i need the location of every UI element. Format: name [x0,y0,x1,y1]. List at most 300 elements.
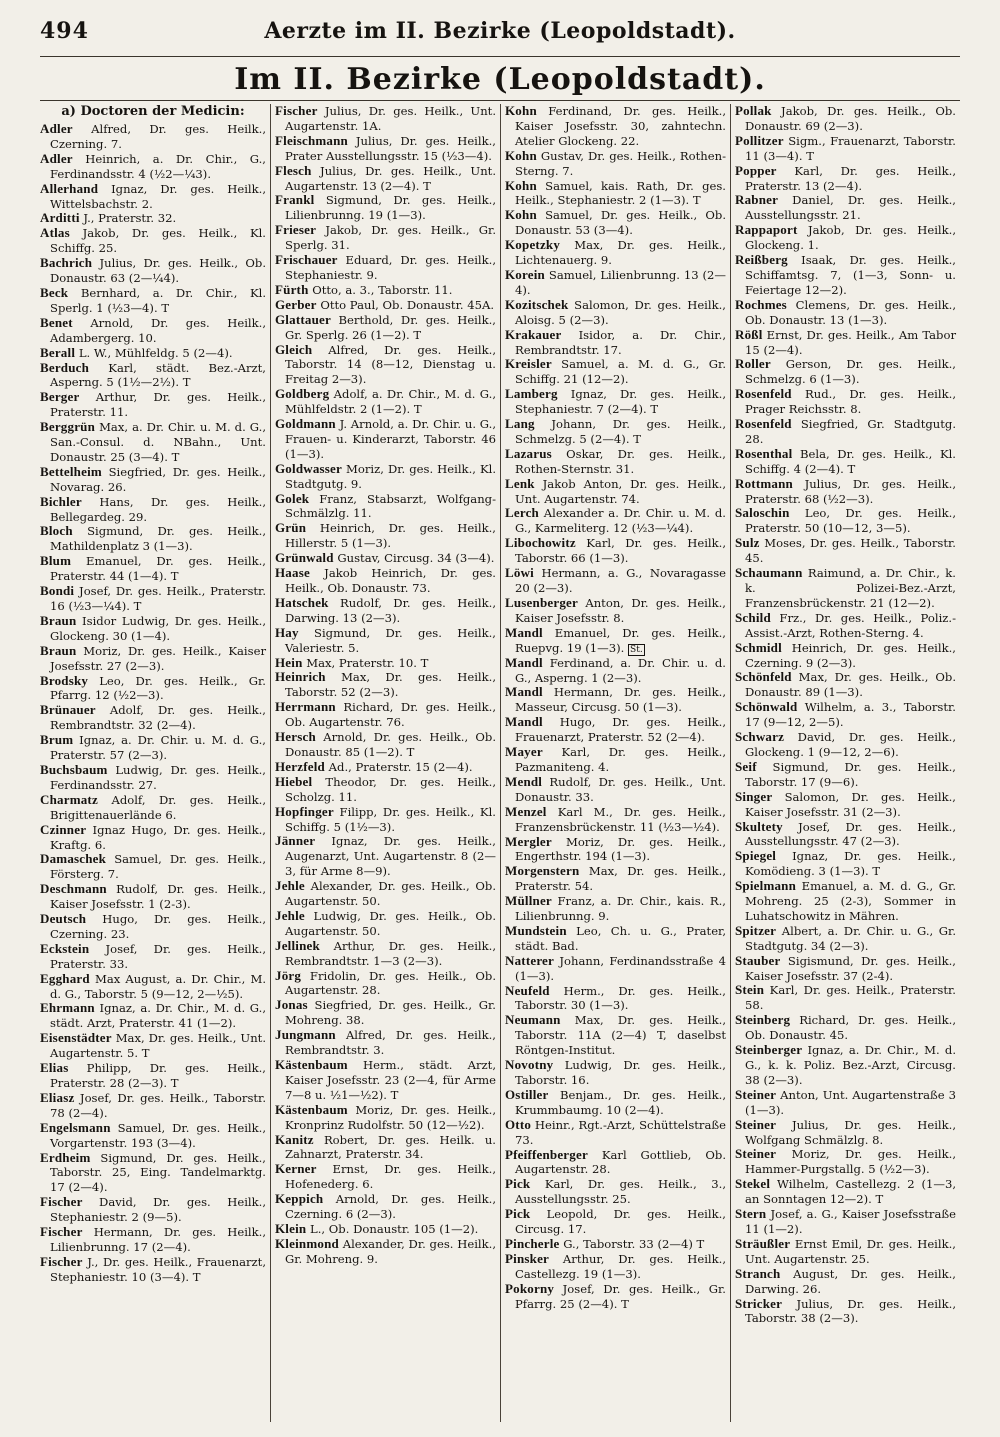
entry-details: Adolf, a. Dr. Chir., M. d. G., Mühlfeldstr. 2 (1—2). T [285,387,497,417]
entry-surname: Mandl [505,624,543,640]
directory-entry [735,104,956,134]
entry-surname: Mendl [505,773,543,789]
section-title: Im II. Bezirke (Leopoldstadt). [234,62,766,97]
entry-details: Ludwig, Dr. ges. Heilk., Ob. Augartenstr. 50. [285,908,497,938]
entry-surname: Hersch [275,729,316,745]
entry-details: Sigmund, Dr. ges. Heilk., Mathildenplatz 3 (1—3). [50,524,266,554]
directory-entry [505,745,726,775]
entry-details: Karl Gottlieb, Ob. Augartenstr. 28. [515,1147,727,1177]
directory-entry [275,223,496,253]
entry-details: Max, Dr. ges. Heilk., Praterstr. 54. [515,864,727,894]
directory-entry [275,939,496,969]
entry-surname: Schild [735,609,771,625]
entry-details: Alexander, Dr. ges. Heilk., Gr. Mohreng. 9. [285,1236,497,1266]
entry-surname: Rosenfeld [735,386,792,402]
entry-details: Jakob, Dr. ges. Heilk., Kl. Schiffg. 25. [50,226,266,256]
entry-surname: Engelsmann [40,1119,111,1135]
directory-entry [505,596,726,626]
directory-entry [505,924,726,954]
entry-details: Sigmund, Dr. ges. Heilk., Valeriestr. 5. [285,625,496,655]
directory-entry [40,1091,266,1121]
entry-surname: Hatschek [275,594,329,610]
entry-details: Karl, Dr. ges. Heilk., Pazmaniteng. 4. [515,745,727,774]
entry-details: Samuel, a. M. d. G., Gr. Schiffg. 21 (12—2). [515,357,726,387]
entry-surname: Berger [40,389,80,405]
entry-surname: Mergler [505,833,552,849]
directory-entry [40,793,266,823]
entry-surname: Rosenfeld [735,416,792,432]
entry-surname: Pollitzer [735,132,784,148]
entry-details: Sigismund, Dr. ges. Heilk., Kaiser Josefsstr. 37 (2-4). [745,953,956,983]
entry-surname: Novotny [505,1057,554,1073]
directory-entry [40,674,266,704]
directory-entry [735,641,956,671]
entry-details: Sigm., Frauenarzt, Taborstr. 11 (3—4). T [745,133,956,163]
entry-surname: Fischer [40,1253,83,1269]
entry-details: Arthur, Dr. ges. Heilk., Rembrandtstr. 1—3 (2—3). [285,938,497,968]
entry-details: Heinrich, Dr. ges. Heilk., Czerning. 9 (2—3). [745,640,956,670]
entry-surname: Neufeld [505,982,550,998]
entry-surname: Pinsker [505,1250,550,1266]
entry-surname: Kreisler [505,356,552,372]
entry-details: Julius, Dr. ges. Heilk., Praterstr. 68 (½2—3). [745,476,957,506]
entry-surname: Hiebel [275,773,313,789]
entry-details: Isidor Ludwig, Dr. ges. Heilk., Glockeng. 30 (1—4). [50,613,267,643]
entry-details: Philipp, Dr. ges. Heilk., Praterstr. 28 (2—3). T [50,1061,266,1090]
directory-entry [505,1148,726,1178]
directory-entry [275,626,496,656]
entry-surname: Kohn [505,104,537,118]
directory-entry [505,805,726,835]
entry-surname: Neumann [505,1012,561,1028]
directory-entry [735,670,956,700]
directory-entry [40,882,266,912]
entry-surname: Jehle [275,907,305,923]
entry-details: J., Praterstr. 32. [83,211,177,226]
directory-entry [275,343,496,388]
directory-entry [735,849,956,879]
directory-entry [735,1207,956,1237]
entry-details: August, Dr. ges. Heilk., Darwing. 26. [745,1266,956,1296]
directory-entry [275,283,496,298]
directory-entry [735,193,956,223]
entry-surname: Korein [505,266,545,282]
entry-details: Otto Paul, Ob. Donaustr. 45A. [320,297,495,312]
entry-surname: Schönwald [735,699,798,715]
directory-entry [735,1177,956,1207]
entry-details: Theodor, Dr. ges. Heilk., Scholzg. 11. [285,774,497,804]
directory-entry [735,1043,956,1088]
entry-details: Josef, Dr. ges. Heilk., Gr. Pfarrg. 25 (2—4). T [515,1281,726,1311]
directory-entry [275,730,496,760]
entry-surname: Kozitschek [505,296,569,312]
column-4 [730,104,960,1422]
directory-entry [505,715,726,745]
entry-surname: Lang [505,416,535,432]
entry-surname: Bondi [40,583,75,599]
directory-entry [735,820,956,850]
entry-surname: Lazarus [505,445,552,461]
directory-entry [275,656,496,671]
entry-details: L. W., Mühlfeldg. 5 (2—4). [78,345,233,360]
directory-entry [275,775,496,805]
entry-surname: Sulz [735,535,760,551]
directory-entry [40,972,266,1002]
directory-entry [505,775,726,805]
entry-details: Arthur, Dr. ges. Heilk., Castellezg. 19 (1—3). [515,1251,727,1281]
entry-details: Karl, städt. Bez.-Arzt, Asperng. 5 (1½—2½). T [50,360,266,390]
entry-details: Franz, a. Dr. Chir., kais. R., Lilienbrunng. 9. [515,894,726,924]
directory-entry [40,1121,266,1151]
directory-entry [505,208,726,238]
directory-entry [275,1133,496,1163]
entry-details: Emanuel, Dr. ges. Heilk., Praterstr. 44 (1—4). T [50,554,266,584]
entry-surname: Kohn [505,207,537,223]
directory-entry [40,1225,266,1255]
entry-surname: Lerch [505,505,539,521]
entry-surname: Lusenberger [505,594,578,610]
entry-details: Samuel, Dr. ges. Heilk., Vorgartenstr. 193 (3—4). [50,1120,267,1150]
entry-details: Julius, Dr. ges. Heilk., Prater Ausstellungsstr. 15 (½3—4). [285,133,496,163]
directory-entry [505,328,726,358]
directory-entry [275,462,496,492]
entry-surname: Bichler [40,493,82,509]
entry-surname: Adler [40,150,73,166]
entry-details: Arnold, Dr. ges. Heilk., Adambergerg. 10. [50,315,267,345]
entry-surname: Glattauer [275,311,331,327]
entry-surname: Rottmann [735,475,793,491]
entry-surname: Rosenthal [735,445,793,461]
directory-entry [275,387,496,417]
directory-entry [505,656,726,686]
entry-surname: Hay [275,624,299,640]
entry-details: Julius, Dr. ges. Heilk., Wolfgang Schmälzlg. 8. [745,1117,957,1147]
entry-details: Ignaz, Dr. ges. Heilk., Stephaniestr. 7 (2—4). T [515,387,727,417]
entry-details: Ignaz, a. Dr. Chir. u. M. d. G., Praterstr. 57 (2—3). [50,733,266,763]
directory-entry [505,149,726,179]
entry-surname: Pincherle [505,1235,560,1251]
entry-details: Leo, Dr. ges. Heilk., Praterstr. 50 (10—12, 3—5). [745,506,957,536]
entry-details: Moriz, Dr. ges. Heilk., Hammer-Purgstallg. 5 (½2—3). [745,1147,957,1177]
directory-entry [735,328,956,358]
entry-details: Heinr., Rgt.-Arzt, Schüttelstraße 73. [515,1117,726,1147]
directory-entry [275,1162,496,1192]
entry-surname: Frischauer [275,252,338,268]
entry-surname: Steiner [735,1116,777,1132]
entry-details: Leo, Ch. u. G., Prater, städt. Bad. [515,923,727,953]
column-3 [500,104,730,1422]
entry-details: Arthur, Dr. ges. Heilk., Praterstr. 11. [50,390,267,420]
entry-surname: Natterer [505,952,554,968]
directory-entry [40,703,266,733]
directory-entry [40,420,266,465]
entry-surname: Egghard [40,970,90,986]
entry-surname: Singer [735,788,773,804]
entry-surname: Müllner [505,893,552,909]
entry-details: Ignaz, a. Dr. Chir., M. d. G., städt. Arzt, Praterstr. 41 (1—2). [50,1001,267,1031]
entry-surname: Libochowitz [505,535,576,551]
entry-surname: Goldberg [275,386,330,402]
directory-entry [40,256,266,286]
entry-surname: Berall [40,344,76,360]
entry-details: Samuel, Lilienbrunng. 13 (2—4). [515,267,727,297]
directory-entry [275,969,496,999]
entry-surname: Frankl [275,192,315,208]
directory-entry [275,1222,496,1237]
entry-details: Hugo, Dr. ges. Heilk., Czerning. 23. [50,912,267,941]
entry-surname: Pick [505,1176,531,1192]
directory-entry [505,1058,726,1088]
directory-entry [40,316,266,346]
entry-surname: Morgenstern [505,863,580,879]
entry-surname: Erdheim [40,1149,91,1165]
entry-details: Gustav, Dr. ges. Heilk., Rothen-Sterng. 7. [515,148,726,178]
directory-entry [735,924,956,954]
directory-entry [275,1103,496,1133]
entry-details: Alfred, Dr. ges. Heilk., Rembrandtstr. 3. [285,1028,496,1058]
entry-details: Frz., Dr. ges. Heilk., Poliz.-Assist.-Arzt, Rothen-Sterng. 4. [745,610,956,640]
entry-surname: Seif [735,758,757,774]
entry-surname: Beck [40,284,69,300]
entry-details: Johann, Dr. ges. Heilk., Schmelzg. 5 (2—4). T [515,417,726,446]
entry-details: Emanuel, Dr. ges. Heilk., Ruepvg. 19 (1—3). [515,625,726,655]
entry-details: Josef, Dr. ges. Heilk., Taborstr. 78 (2—4). [50,1090,267,1120]
entry-details: Hermann, a. G., Novaragasse 20 (2—3). [515,566,727,595]
directory-entry [275,998,496,1028]
entry-details: Samuel, Dr. ges. Heilk., Försterg. 7. [50,852,267,882]
directory-entry [505,835,726,865]
entry-surname: Hopfinger [275,803,334,819]
entry-details: Arnold, Dr. ges. Heilk., Ob. Donaustr. 85 (1—2). T [285,730,497,759]
entry-surname: Charmatz [40,791,98,807]
directory-entry [735,1088,956,1118]
entry-surname: Fischer [40,1224,83,1240]
entry-details: Arnold, Dr. ges. Heilk., Czerning. 6 (2—3). [285,1192,497,1222]
directory-entry [40,286,266,316]
entry-details: Hans, Dr. ges. Heilk., Bellegardeg. 29. [50,494,267,524]
entry-surname: Arditti [40,210,80,226]
directory-entry [40,584,266,614]
entry-details: Karl, Dr. ges. Heilk., Praterstr. 13 (2—4). [745,163,957,193]
entry-surname: Kästenbaum [275,1057,348,1072]
entry-surname: Goldwasser [275,460,342,476]
entry-surname: Atlas [40,225,70,241]
directory-entry [275,1028,496,1058]
directory-entry [735,566,956,611]
directory-entry [505,179,726,209]
entry-details: Wilhelm, a. 3., Taborstr. 17 (9—12, 2—5). [745,700,956,730]
entry-details: Fridolin, Dr. ges. Heilk., Ob. Augartenstr. 28. [285,968,496,998]
entry-details: J., Dr. ges. Heilk., Frauenarzt, Stephaniestr. 10 (3—4). T [50,1254,266,1284]
entry-surname: Lenk [505,475,535,491]
entry-details: Julius, Dr. ges. Heilk., Unt. Augartenstr. 1A. [285,104,497,133]
directory-entry [735,790,956,820]
directory-entry [735,730,956,760]
directory-entry [40,614,266,644]
entry-details: Alexander a. Dr. Chir. u. M. d. G., Karmeliterg. 12 (½3—¼4). [515,506,726,536]
entry-details: Benjam., Dr. ges. Heilk., Krummbaumg. 10 (2—4). [515,1087,726,1117]
entry-details: Adolf, Dr. ges. Heilk., Brigittenauerlände 6. [50,792,267,822]
directory-entry [40,524,266,554]
entry-details: Isidor, a. Dr. Chir., Rembrandtstr. 17. [515,327,727,357]
entry-surname: Elias [40,1060,69,1076]
entry-details: Josef, a. G., Kaiser Josefsstraße 11 (1—2). [745,1207,956,1236]
entry-details: Moriz, Dr. ges. Heilk., Kronprinz Rudolfstr. 50 (12—½2). [285,1102,496,1132]
entry-surname: Haase [275,565,310,581]
directory-entry [275,760,496,775]
directory-entry [735,983,956,1013]
entry-details: Ferdinand, a. Dr. Chir. u. d. G., Asperng. 1 (2—3). [515,655,726,685]
directory-entry [40,1195,266,1225]
entry-surname: Popper [735,162,777,178]
entry-surname: Gleich [275,341,313,357]
entry-surname: Deschmann [40,881,107,897]
entry-details: Hermann, Dr. ges. Heilk., Lilienbrunng. 17 (2—4). [50,1225,267,1254]
entry-details: Herm., Dr. ges. Heilk., Taborstr. 30 (1—3). [515,983,726,1013]
entry-details: Anton, Unt. Augartenstraße 3 (1—3). [745,1087,956,1117]
entry-details: Richard, Dr. ges. Heilk., Ob. Augartenstr. 76. [285,700,497,730]
entry-details: Ernst, Dr. ges. Heilk., Hofenederg. 6. [285,1162,496,1192]
entry-details: Heinrich, Dr. ges. Heilk., Hillerstr. 5 (1—3). [285,521,496,551]
entry-details: Ignaz, Dr. ges. Heilk., Augenarzt, Unt. Augartenstr. 8 (2—3, für Arme 8—9). [285,834,496,879]
entry-surname: Spielmann [735,878,797,894]
directory-entry [505,626,726,656]
entry-details: Ferdinand, Dr. ges. Heilk., Kaiser Josefsstr. 30, zahntechn. Atelier Glockeng. 22. [515,104,727,148]
directory-entry [505,1237,726,1252]
entry-details: Ignaz, Dr. ges. Heilk., Komödieng. 3 (1—3). T [745,849,956,879]
directory-entry [735,134,956,164]
directory-entry [735,387,956,417]
entry-details: Sigmund, Dr. ges. Heilk., Taborstr. 17 (9—6). [745,759,956,789]
directory-entry [505,566,726,596]
entry-surname: Menzel [505,803,547,819]
directory-entry [735,879,956,924]
entry-surname: Rappaport [735,222,798,238]
directory-entry [40,226,266,256]
entry-surname: Fürth [275,281,309,297]
entry-surname: Brum [40,732,74,748]
entry-surname: Flesch [275,162,312,178]
entry-details: Jakob, Dr. ges. Heilk., Gr. Sperlg. 31. [285,223,497,253]
entry-details: Julius, Dr. ges. Heilk., Ob. Donaustr. 63 (2—¼4). [50,256,267,286]
entry-details: Gerson, Dr. ges. Heilk., Schmelzg. 6 (1—3). [745,357,956,387]
directory-entry [505,984,726,1014]
entry-surname: Ostiller [505,1086,549,1102]
entry-details: Ignaz, Dr. ges. Heilk., Wittelsbachstr. 2. [50,181,266,211]
entry-surname: Spitzer [735,922,777,938]
entry-surname: Damaschek [40,851,107,867]
entry-surname: Keppich [275,1191,324,1207]
entry-surname: Brodsky [40,672,89,688]
directory-entry [505,104,726,149]
entry-details: Otto, a. 3., Taborstr. 11. [312,282,453,297]
directory-entry [505,1118,726,1148]
entry-details: L., Ob. Donaustr. 105 (1—2). [310,1221,479,1236]
entry-details: Wilhelm, Castellezg. 2 (1—3, an Sonntagen 12—2). T [745,1177,957,1207]
entry-surname: Kästenbaum [275,1101,348,1117]
directory-entry [275,834,496,879]
directory-entry [505,506,726,536]
directory-entry [275,1058,496,1103]
entry-details: Leo, Dr. ges. Heilk., Gr. Pfarrg. 12 (½2—3). [50,673,266,703]
entry-surname: Mandl [505,714,543,730]
entry-details: Sigmund, Dr. ges. Heilk., Lilienbrunng. 19 (1—3). [285,193,496,223]
directory-entry [40,644,266,674]
directory-entry [275,253,496,283]
entry-details: Ernst Emil, Dr. ges. Heilk., Unt. Augartenstr. 25. [745,1236,956,1266]
directory-entry [505,1177,726,1207]
entry-surname: Stein [735,982,765,998]
entry-surname: Brünauer [40,702,96,718]
entry-surname: Braun [40,642,77,658]
entry-details: Moses, Dr. ges. Heilk., Taborstr. 45. [745,536,956,566]
directory-entry [40,1151,266,1196]
directory-entry [275,879,496,909]
directory-entry [40,390,266,420]
directory-entry [275,313,496,343]
entry-details: Leopold, Dr. ges. Heilk., Circusg. 17. [515,1207,726,1237]
directory-entry [275,670,496,700]
page-number: 494 [40,18,89,44]
entry-details: Max, Dr. ges. Heilk., Ob. Donaustr. 89 (1—3). [745,670,957,700]
entry-details: Moriz, Dr. ges. Heilk., Kl. Stadtgutg. 9. [285,461,497,491]
entry-surname: Deutsch [40,911,87,927]
directory-entry [505,477,726,507]
directory-entry [40,852,266,882]
entry-details: Daniel, Dr. ges. Heilk., Ausstellungsstr. 21. [745,193,956,223]
entry-surname: Herzfeld [275,758,325,774]
entry-surname: Mayer [505,744,543,760]
directory-entry [505,954,726,984]
directory-entry [40,182,266,212]
directory-entry [735,760,956,790]
entry-surname: Steinberg [735,1012,791,1028]
entry-details: Rud., Dr. ges. Heilk., Prager Reichsstr. 8. [745,387,956,417]
entry-surname: Krakauer [505,326,562,342]
directory-entry [735,700,956,730]
entry-surname: Otto [505,1116,532,1132]
directory-entry [275,566,496,596]
entry-details: Julius, Dr. ges. Heilk., Taborstr. 38 (2—3). [745,1296,957,1326]
entry-details: Albert, a. Dr. Chir. u. G., Gr. Stadtgutg. 34 (2—3). [745,923,957,953]
directory-entry [40,1001,266,1031]
entry-details: Max, Praterstr. 10. T [306,655,429,670]
entry-surname: Berggrün [40,419,96,435]
entry-details: Gustav, Circusg. 34 (3—4). [337,551,495,566]
entry-details: Karl, Dr. ges. Heilk., Praterstr. 58. [745,983,956,1013]
entry-surname: Eisenstädter [40,1030,112,1046]
entry-details: Max August, a. Dr. Chir., M. d. G., Taborstr. 5 (9—12, 2—½5). [50,971,267,1001]
entry-surname: Fleischmann [275,132,348,148]
directory-entry [275,104,496,134]
entry-details: Hermann, Dr. ges. Heilk., Masseur, Circusg. 50 (1—3). [515,685,727,715]
directory-entry [505,357,726,387]
entry-surname: Schaumann [735,565,803,581]
directory-entry [505,536,726,566]
entry-surname: Gerber [275,296,317,312]
entry-details: Rudolf, Dr. ges. Heilk., Darwing. 13 (2—3). [285,595,497,625]
entry-details: Jakob Anton, Dr. ges. Heilk., Unt. Augartenstr. 74. [515,476,727,506]
entry-surname: Kanitz [275,1131,314,1147]
entry-details: G., Taborstr. 33 (2—4) T [563,1236,705,1251]
entry-details: Karl, Dr. ges. Heilk., 3., Ausstellungsstr. 25. [515,1177,727,1207]
entry-surname: Lamberg [505,386,558,402]
entry-surname: Braun [40,612,77,628]
entry-details: Ernst, Dr. ges. Heilk., Am Tabor 15 (2—4). [745,327,957,357]
entry-surname: Golek [275,490,310,506]
entry-surname: Eckstein [40,940,90,956]
entry-details: Ignaz Hugo, Dr. ges. Heilk., Kraftg. 6. [50,822,266,852]
